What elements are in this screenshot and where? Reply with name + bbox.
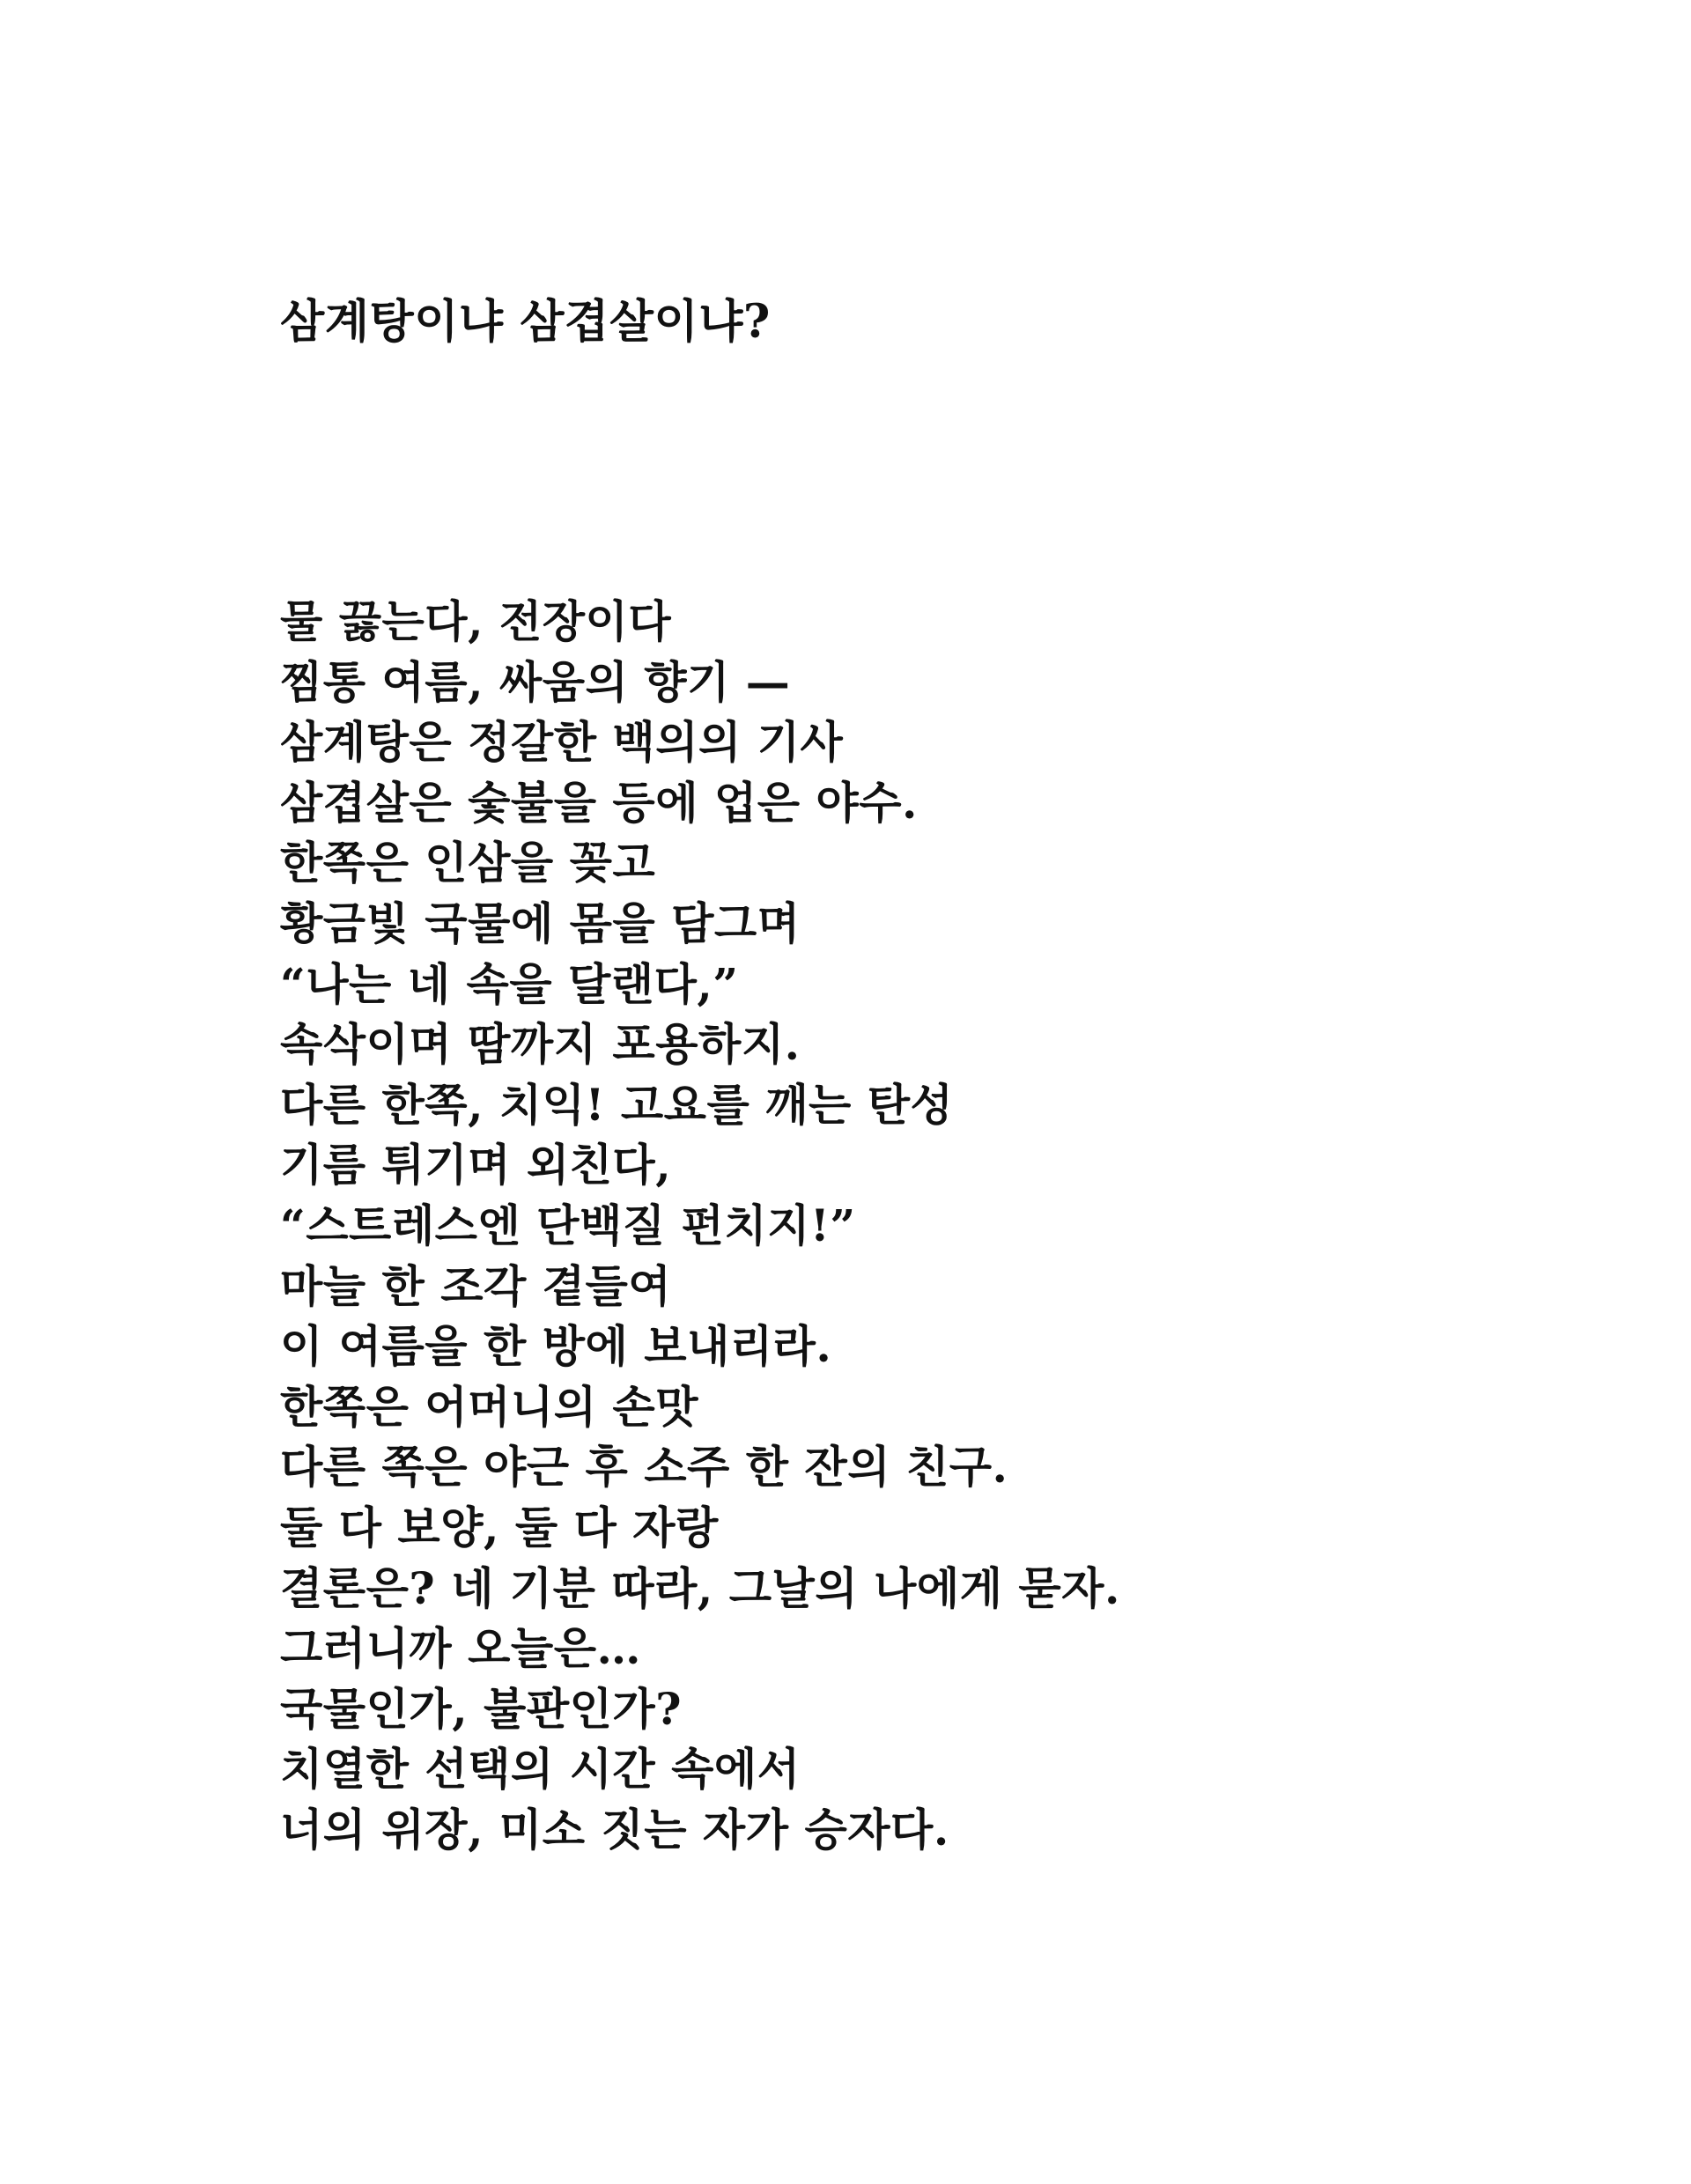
poem-line: “나는 네 속을 달랜다,” xyxy=(280,957,739,1010)
poem-line: 다른 쪽은 야근 후 소주 한 잔의 친구. xyxy=(280,1441,1008,1494)
poem-line: 황금빛 국물에 몸을 담그며 xyxy=(280,896,801,949)
poem-line: 그러니까 오늘은… xyxy=(280,1622,642,1675)
poem-line: 속삭이며 땀까지 포용하지. xyxy=(280,1018,801,1071)
poem-line: 이 여름을 한 방에 보내리라. xyxy=(280,1320,832,1373)
poem-line: 삼계탕은 정갈한 백의의 기사 xyxy=(280,716,844,769)
poem-line: 둘 다 보양, 둘 다 자랑 xyxy=(280,1501,719,1553)
poem-line: “스트레스엔 단백질 펀치지!” xyxy=(280,1199,856,1251)
poem-line: 기름 튀기며 외친다, xyxy=(280,1139,672,1192)
poem-line: 한쪽은 인삼을 꽂고 xyxy=(280,837,656,889)
poem-line: 결론은? 네 기분 따라, 그날의 나에게 묻자. xyxy=(280,1561,1120,1614)
poem-line: 물 끓는다, 전장이다 xyxy=(280,595,672,647)
poem-line: 치열한 선택의 시간 속에서 xyxy=(280,1743,801,1796)
poem-line: 다른 한쪽, 치익! 고요를 깨는 탄성 xyxy=(280,1078,954,1131)
poem-line: 한쪽은 어머니의 손맛 xyxy=(280,1380,699,1433)
poem-line: 찜통 여름, 싸움의 향기 — xyxy=(280,655,791,708)
poem-line: 너의 위장, 미소 짓는 자가 승자다. xyxy=(280,1803,949,1856)
poem-body xyxy=(280,592,1120,1860)
poem-line: 국물인가, 불판인가? xyxy=(280,1682,683,1735)
poem-title: 삼계탕이냐 삼겹살이냐? xyxy=(280,295,771,349)
poem-line: 마늘 한 조각 곁들여 xyxy=(280,1259,672,1312)
poem-line: 삼겹살은 숯불을 등에 업은 야수. xyxy=(280,776,918,829)
